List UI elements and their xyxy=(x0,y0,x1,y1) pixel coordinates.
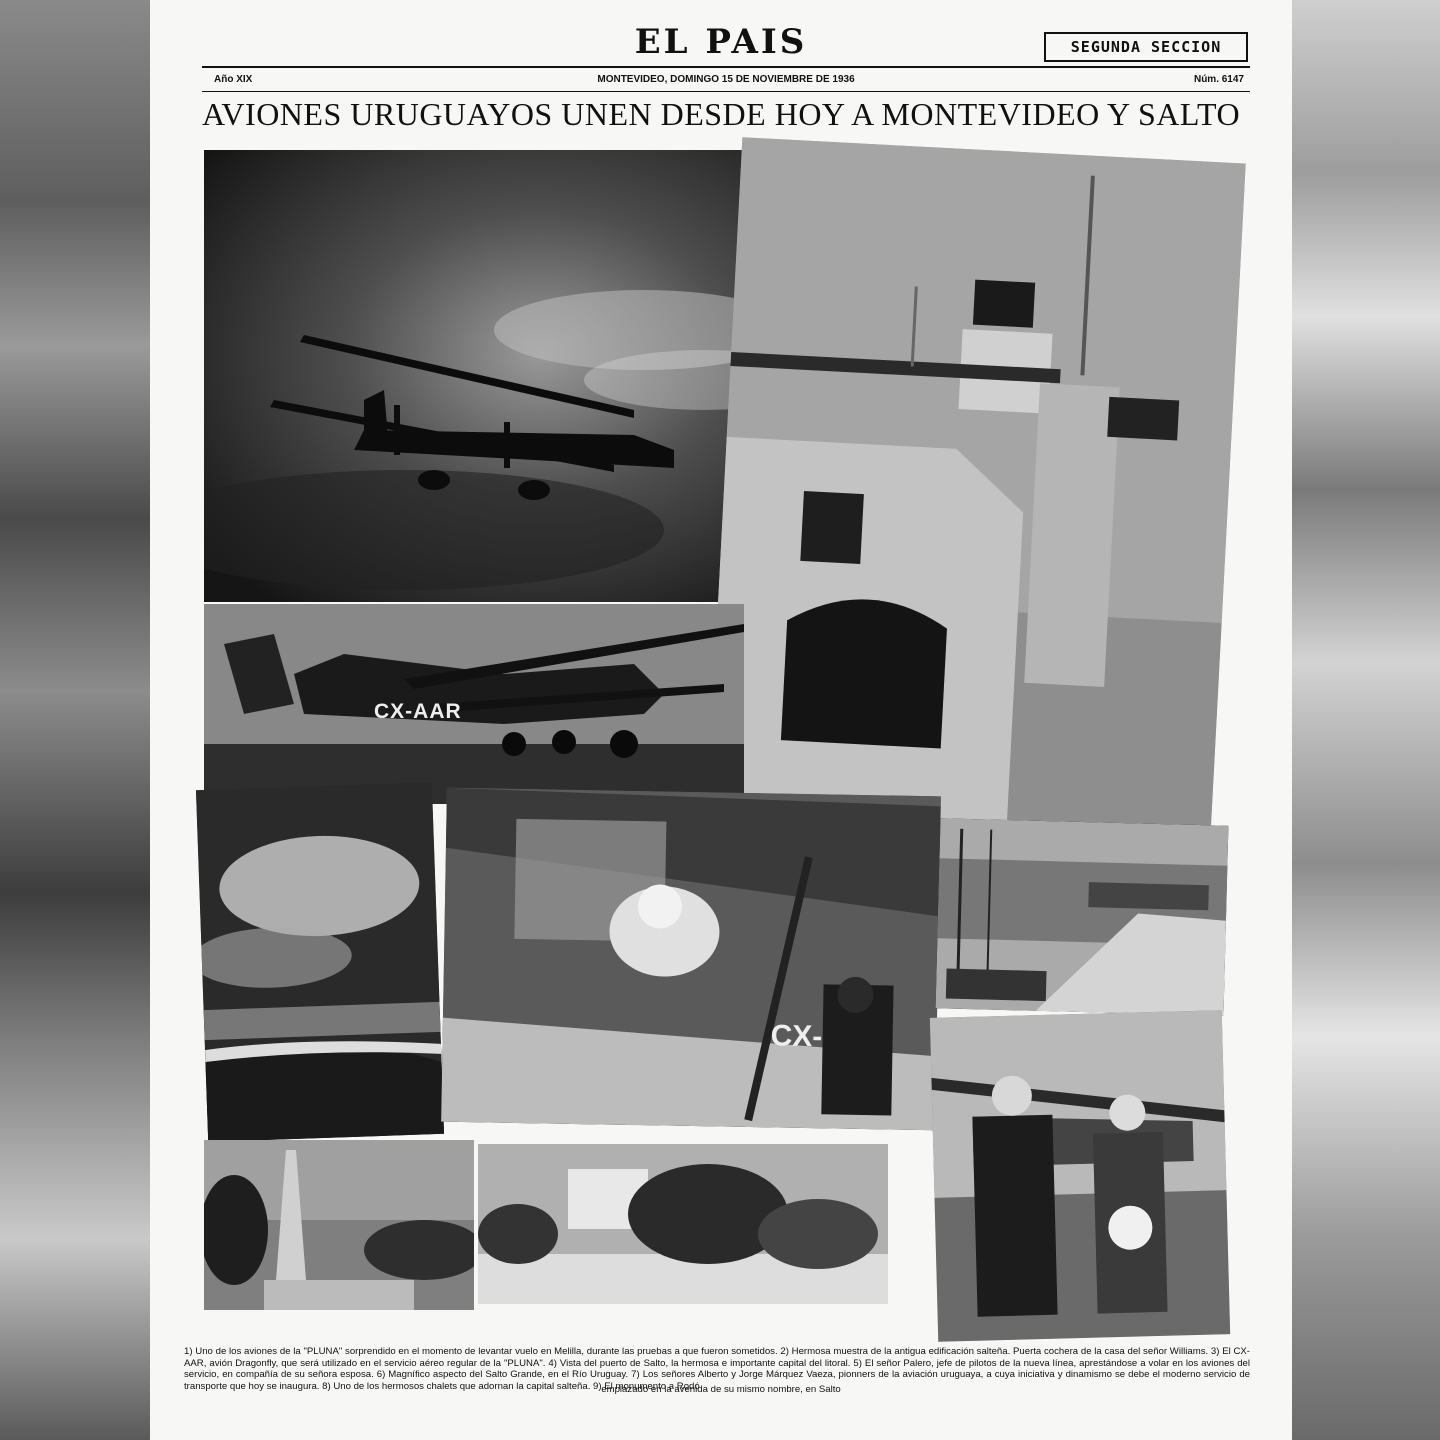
newspaper-page xyxy=(150,0,1292,1440)
newspaper-title: EL PAIS xyxy=(634,22,808,62)
photo-pilot-cockpit xyxy=(441,788,941,1131)
masthead-rule-bottom xyxy=(202,91,1250,92)
photo-marquez-vaeza-brothers xyxy=(930,1010,1230,1342)
section-label: SEGUNDA SECCION xyxy=(1044,32,1248,62)
issue-number: Núm. 6147 xyxy=(1193,74,1244,85)
blurred-backdrop-right xyxy=(1292,0,1440,1440)
dateline-text: MONTEVIDEO, DOMINGO 15 DE NOVIEMBRE DE 1936 xyxy=(597,74,855,85)
photo-rodo-monument xyxy=(204,1140,474,1310)
photo-salto-chalet xyxy=(478,1144,888,1304)
photo-colonial-gate xyxy=(706,137,1245,852)
photo-cx-aar-plane xyxy=(204,604,744,804)
photo-caption-text: 1) Uno de los aviones de la "PLUNA" sorprendido en el momento de levantar vuelo en Melilla, durante las pruebas a que fueron sometidos. 2) Hermosa muestra de la antigua edificación salteña. Puerta cochera de la casa del señor Williams. 3) El CX-AAR, avión Dragonfly, que será utilizado en el servicio aéreo regular de la "PLUNA". 4) Vista del puerto de Salto, la hermosa e importante capital del litoral. 5) El señor Palero, jefe de pilotos de la nueva línea, aprestándose a volar en los aviones del servicio, en compañía de su señora esposa. 6) Magnífico aspecto del Salto Grande, en el Río Uruguay. 7) Los señores Alberto y Jorge Márquez Vaeza, pionners de la aviación uruguaya, a cuya iniciativa y dinamismo se debe el moderno servicio de transporte que hoy se inaugura. 8) Uno de los hermosos chalets que adornan la capital salteña. 9) El monumento a Rodó xyxy=(184,1346,1250,1392)
year-label: Año XIX xyxy=(214,74,253,85)
dateline-bar xyxy=(202,72,1250,88)
photo-salto-grande xyxy=(196,782,444,1142)
cockpit-registration: CX- xyxy=(770,1019,823,1054)
photo-port-salto xyxy=(936,818,1229,1015)
masthead-rule-top xyxy=(202,66,1250,68)
main-headline: AVIONES URUGUAYOS UNEN DESDE HOY A MONTEVIDEO Y SALTO xyxy=(201,96,1241,132)
blurred-backdrop-left xyxy=(0,0,150,1440)
photo-caption-last-line: emplazado en la avenida de su mismo nombre, en Salto xyxy=(601,1384,841,1395)
plane-registration: CX-AAR xyxy=(374,700,462,723)
